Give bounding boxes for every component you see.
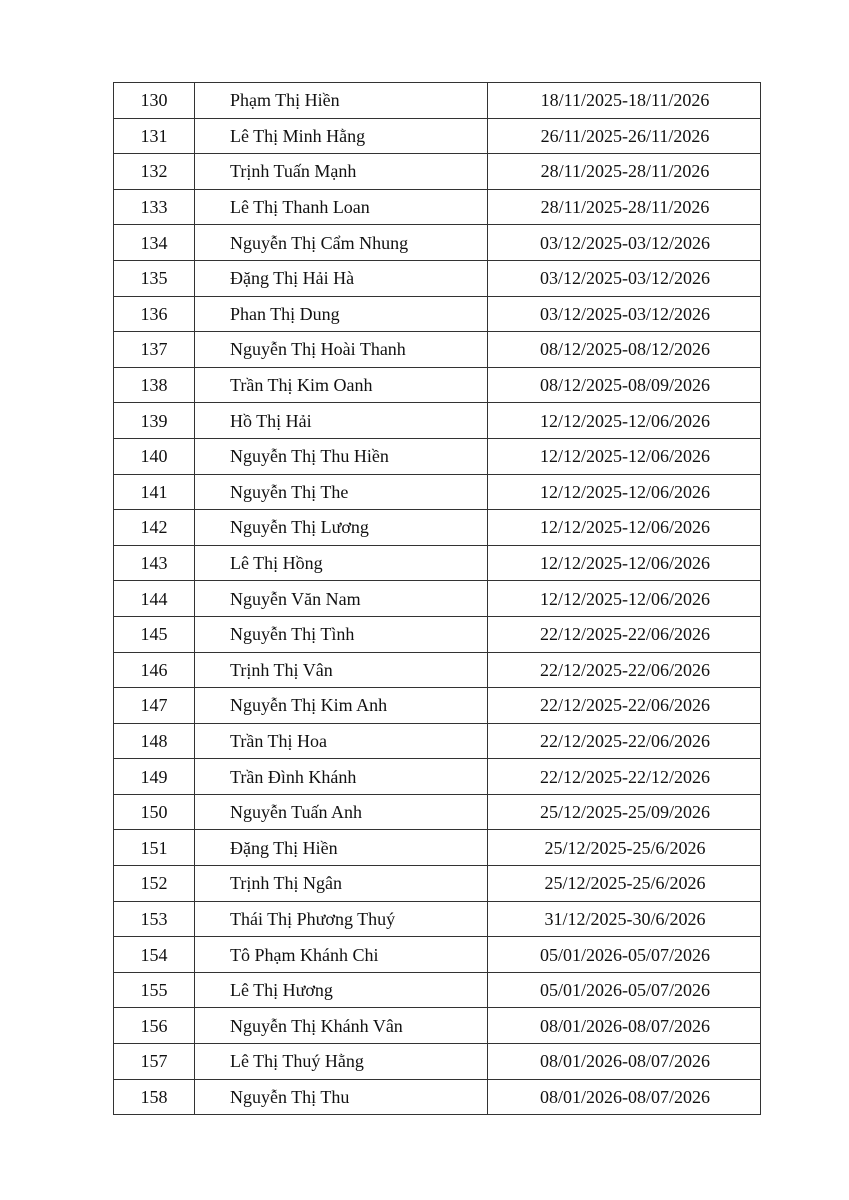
row-number: 143 — [114, 545, 195, 581]
row-number: 140 — [114, 438, 195, 474]
row-number: 136 — [114, 296, 195, 332]
person-name: Hồ Thị Hải — [195, 403, 488, 439]
person-name: Đặng Thị Hải Hà — [195, 260, 488, 296]
date-range: 12/12/2025-12/06/2026 — [488, 474, 761, 510]
table-row — [114, 545, 761, 581]
row-number: 144 — [114, 581, 195, 617]
date-range: 08/01/2026-08/07/2026 — [488, 1008, 761, 1044]
row-number: 132 — [114, 154, 195, 190]
date-range: 25/12/2025-25/6/2026 — [488, 830, 761, 866]
date-range: 05/01/2026-05/07/2026 — [488, 972, 761, 1008]
row-number: 151 — [114, 830, 195, 866]
person-name: Nguyễn Thị Hoài Thanh — [195, 332, 488, 368]
table-row — [114, 866, 761, 902]
date-range: 28/11/2025-28/11/2026 — [488, 154, 761, 190]
person-name: Nguyễn Thị Tình — [195, 616, 488, 652]
row-number: 152 — [114, 866, 195, 902]
table-row — [114, 510, 761, 546]
date-range: 12/12/2025-12/06/2026 — [488, 581, 761, 617]
table-row — [114, 972, 761, 1008]
date-range: 08/12/2025-08/12/2026 — [488, 332, 761, 368]
row-number: 137 — [114, 332, 195, 368]
date-range: 25/12/2025-25/6/2026 — [488, 866, 761, 902]
date-range: 08/01/2026-08/07/2026 — [488, 1044, 761, 1080]
row-number: 134 — [114, 225, 195, 261]
row-number: 133 — [114, 189, 195, 225]
date-range: 31/12/2025-30/6/2026 — [488, 901, 761, 937]
table-row — [114, 260, 761, 296]
person-name: Trần Đình Khánh — [195, 759, 488, 795]
person-name: Đặng Thị Hiền — [195, 830, 488, 866]
table-row — [114, 118, 761, 154]
date-range: 12/12/2025-12/06/2026 — [488, 545, 761, 581]
table-row — [114, 1044, 761, 1080]
row-number: 138 — [114, 367, 195, 403]
date-range: 12/12/2025-12/06/2026 — [488, 438, 761, 474]
person-name: Lê Thị Hương — [195, 972, 488, 1008]
table-row — [114, 652, 761, 688]
date-range: 08/12/2025-08/09/2026 — [488, 367, 761, 403]
row-number: 154 — [114, 937, 195, 973]
person-name: Trịnh Thị Ngân — [195, 866, 488, 902]
person-name: Lê Thị Minh Hằng — [195, 118, 488, 154]
table-row — [114, 1008, 761, 1044]
records-table-body — [114, 83, 761, 1115]
date-range: 03/12/2025-03/12/2026 — [488, 260, 761, 296]
row-number: 139 — [114, 403, 195, 439]
table-row — [114, 616, 761, 652]
row-number: 149 — [114, 759, 195, 795]
row-number: 158 — [114, 1079, 195, 1115]
row-number: 148 — [114, 723, 195, 759]
date-range: 22/12/2025-22/12/2026 — [488, 759, 761, 795]
date-range: 08/01/2026-08/07/2026 — [488, 1079, 761, 1115]
date-range: 12/12/2025-12/06/2026 — [488, 403, 761, 439]
date-range: 03/12/2025-03/12/2026 — [488, 225, 761, 261]
table-row — [114, 474, 761, 510]
person-name: Nguyễn Thị Lương — [195, 510, 488, 546]
date-range: 03/12/2025-03/12/2026 — [488, 296, 761, 332]
date-range: 22/12/2025-22/06/2026 — [488, 652, 761, 688]
person-name: Phan Thị Dung — [195, 296, 488, 332]
date-range: 28/11/2025-28/11/2026 — [488, 189, 761, 225]
table-row — [114, 794, 761, 830]
row-number: 135 — [114, 260, 195, 296]
table-row — [114, 1079, 761, 1115]
row-number: 153 — [114, 901, 195, 937]
table-row — [114, 154, 761, 190]
person-name: Trịnh Tuấn Mạnh — [195, 154, 488, 190]
records-table — [113, 82, 761, 1115]
row-number: 130 — [114, 83, 195, 119]
person-name: Nguyễn Thị Kim Anh — [195, 688, 488, 724]
row-number: 147 — [114, 688, 195, 724]
person-name: Nguyễn Văn Nam — [195, 581, 488, 617]
person-name: Nguyễn Thị Cẩm Nhung — [195, 225, 488, 261]
table-row — [114, 438, 761, 474]
date-range: 26/11/2025-26/11/2026 — [488, 118, 761, 154]
person-name: Nguyễn Thị Khánh Vân — [195, 1008, 488, 1044]
table-row — [114, 367, 761, 403]
row-number: 141 — [114, 474, 195, 510]
person-name: Lê Thị Thuý Hằng — [195, 1044, 488, 1080]
person-name: Phạm Thị Hiền — [195, 83, 488, 119]
date-range: 25/12/2025-25/09/2026 — [488, 794, 761, 830]
row-number: 150 — [114, 794, 195, 830]
table-row — [114, 581, 761, 617]
person-name: Nguyễn Thị Thu — [195, 1079, 488, 1115]
row-number: 131 — [114, 118, 195, 154]
table-row — [114, 403, 761, 439]
person-name: Thái Thị Phương Thuý — [195, 901, 488, 937]
table-row — [114, 332, 761, 368]
person-name: Trần Thị Kim Oanh — [195, 367, 488, 403]
table-row — [114, 723, 761, 759]
row-number: 142 — [114, 510, 195, 546]
row-number: 157 — [114, 1044, 195, 1080]
row-number: 155 — [114, 972, 195, 1008]
table-row — [114, 688, 761, 724]
row-number: 145 — [114, 616, 195, 652]
table-row — [114, 901, 761, 937]
date-range: 22/12/2025-22/06/2026 — [488, 688, 761, 724]
table-row — [114, 937, 761, 973]
table-row — [114, 830, 761, 866]
person-name: Trần Thị Hoa — [195, 723, 488, 759]
person-name: Tô Phạm Khánh Chi — [195, 937, 488, 973]
table-row — [114, 83, 761, 119]
person-name: Lê Thị Thanh Loan — [195, 189, 488, 225]
date-range: 22/12/2025-22/06/2026 — [488, 723, 761, 759]
person-name: Nguyễn Tuấn Anh — [195, 794, 488, 830]
table-row — [114, 225, 761, 261]
person-name: Nguyễn Thị The — [195, 474, 488, 510]
table-row — [114, 759, 761, 795]
date-range: 18/11/2025-18/11/2026 — [488, 83, 761, 119]
table-row — [114, 296, 761, 332]
date-range: 05/01/2026-05/07/2026 — [488, 937, 761, 973]
person-name: Lê Thị Hồng — [195, 545, 488, 581]
date-range: 22/12/2025-22/06/2026 — [488, 616, 761, 652]
table-row — [114, 189, 761, 225]
row-number: 156 — [114, 1008, 195, 1044]
person-name: Nguyễn Thị Thu Hiền — [195, 438, 488, 474]
row-number: 146 — [114, 652, 195, 688]
date-range: 12/12/2025-12/06/2026 — [488, 510, 761, 546]
person-name: Trịnh Thị Vân — [195, 652, 488, 688]
